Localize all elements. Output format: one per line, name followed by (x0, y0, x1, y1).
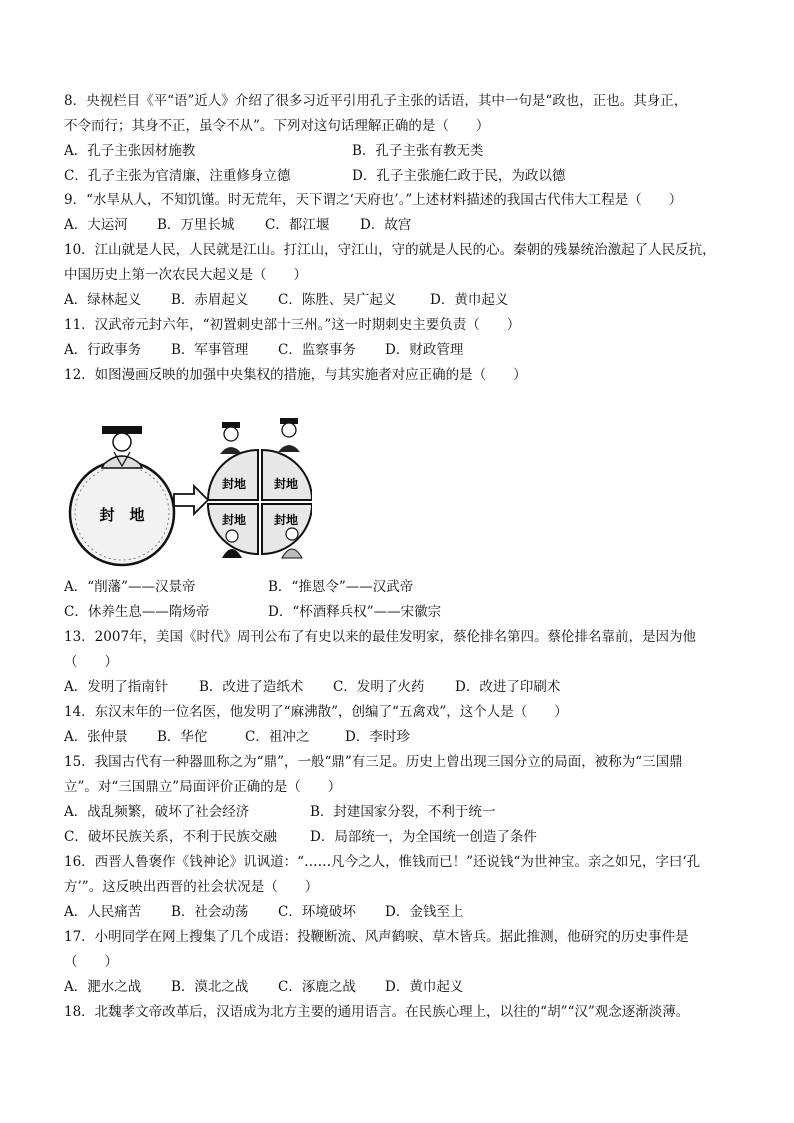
q17-option-c[interactable]: C．涿鹿之战 (278, 979, 356, 995)
q14-option-b[interactable]: B．华佗 (157, 729, 208, 745)
fief-label-br: 封地 (273, 513, 299, 527)
q8-option-b[interactable]: B．孔子主张有教无类 (352, 143, 484, 159)
q16-stem-line2: 方’”。这反映出西晋的社会状况是（ ） (64, 879, 319, 895)
q16-option-b[interactable]: B．社会动荡 (171, 904, 249, 920)
q14-option-c[interactable]: C．祖冲之 (245, 729, 310, 745)
q9-option-c[interactable]: C．都江堰 (265, 217, 330, 233)
q16-option-a[interactable]: A．人民痛苦 (64, 904, 142, 920)
q15-option-c[interactable]: C．破坏民族关系，不利于民族交融 (64, 829, 277, 845)
q17-stem-line1: 17．小明同学在网上搜集了几个成语：投鞭断流、风声鹤唳、草木皆兵。据此推测，他研究的历史事件是 (64, 929, 689, 945)
q9-stem-line1: 9．“水旱从人，不知饥馑。时无荒年，天下谓之‘天府也’。”上述材料描述的我国古代伟大工程是（ ） (64, 192, 683, 208)
q16-option-c[interactable]: C．环境破坏 (278, 904, 356, 920)
q15-option-a[interactable]: A．战乱频繁，破坏了社会经济 (64, 804, 250, 820)
q8-option-c[interactable]: C．孔子主张为官清廉，注重修身立德 (64, 168, 291, 184)
fief-label-tr: 封地 (273, 477, 299, 491)
q9-option-a[interactable]: A．大运河 (64, 217, 128, 233)
q9-option-b[interactable]: B．万里长城 (157, 217, 235, 233)
q14-option-a[interactable]: A．张仲景 (64, 729, 128, 745)
q10-stem-line1: 10．江山就是人民，人民就是江山。打江山，守江山，守的就是人民的心。秦朝的残暴统治激起了人民反抗， (64, 242, 716, 258)
q13-option-a[interactable]: A．发明了指南针 (64, 679, 169, 695)
q13-stem-line1: 13．2007年，美国《时代》周刊公布了有史以来的最佳发明家，蔡伦排名第四。蔡伦排名靠前，是因为他 (64, 629, 697, 645)
q15-stem-line2: 立”。对“三国鼎立”局面评价正确的是（ ） (64, 779, 342, 795)
q11-option-d[interactable]: D．财政管理 (385, 342, 464, 358)
q17-option-b[interactable]: B．漠北之战 (171, 979, 249, 995)
q11-stem-line1: 11．汉武帝元封六年，“初置刺史部十三州。”这一时期刺史主要负责（ ） (64, 317, 521, 333)
q17-option-d[interactable]: D．黄巾起义 (385, 979, 464, 995)
q13-option-d[interactable]: D．改进了印刷术 (455, 679, 561, 695)
q10-option-a[interactable]: A．绿林起义 (64, 292, 142, 308)
q15-option-d[interactable]: D．局部统一，为全国统一创造了条件 (310, 829, 537, 845)
q11-option-b[interactable]: B．军事管理 (171, 342, 249, 358)
q8-option-d[interactable]: D．孔子主张施仁政于民，为政以德 (352, 168, 566, 184)
q14-stem-line1: 14．东汉末年的一位名医，他发明了“麻沸散”，创编了“五禽戏”，这个人是（ ） (64, 704, 568, 720)
q13-stem-line2: （ ） (64, 654, 118, 670)
cartoon-svg (62, 408, 312, 568)
q10-option-b[interactable]: B．赤眉起义 (171, 292, 249, 308)
q12-option-b[interactable]: B．“推恩令”——汉武帝 (268, 579, 414, 595)
q17-option-a[interactable]: A．淝水之战 (64, 979, 142, 995)
q18-stem-line1: 18．北魏孝文帝改革后，汉语成为北方主要的通用语言。在民族心理上，以往的“胡”“汉”观念逐渐淡薄。 (64, 1004, 690, 1020)
q11-option-c[interactable]: C．监察事务 (278, 342, 356, 358)
q8-option-a[interactable]: A．孔子主张因材施教 (64, 143, 196, 159)
q12-option-c[interactable]: C．休养生息——隋炀帝 (64, 604, 210, 620)
arrow-right-icon (174, 486, 208, 514)
q15-stem-line1: 15．我国古代有一种器皿称之为“鼎”，一般“鼎”有三足。历史上曾出现三国分立的局面，被称为“三国鼎 (64, 754, 683, 770)
q12-option-a[interactable]: A．“削藩”——汉景帝 (64, 579, 196, 595)
fief-label-tl: 封地 (221, 477, 247, 491)
q14-option-d[interactable]: D．李时珍 (345, 729, 410, 745)
q12-option-d[interactable]: D．“杯酒释兵权”——宋徽宗 (268, 604, 442, 620)
q17-stem-line2: （ ） (64, 954, 118, 970)
q16-stem-line1: 16．西晋人鲁褒作《钱神论》讥讽道：“……凡今之人，惟钱而已！”还说钱“为世神宝。亲之如兄，字曰‘孔 (64, 854, 701, 870)
q8-stem-line2: 不令而行；其身不正，虽令不从”。下列对这句话理解正确的是（ ） (64, 118, 490, 134)
fief-division-cartoon (62, 408, 312, 568)
q8-stem-line1: 8．央视栏目《平“语”近人》介绍了很多习近平引用孔子主张的话语，其中一句是“政也，正也。其身正， (64, 93, 688, 109)
q9-option-d[interactable]: D．故宫 (360, 217, 412, 233)
q13-option-b[interactable]: B．改进了造纸术 (199, 679, 304, 695)
ruler-figure (102, 426, 142, 468)
q12-stem-line1: 12．如图漫画反映的加强中央集权的措施，与其实施者对应正确的是（ ） (64, 367, 527, 383)
q16-option-d[interactable]: D．金钱至上 (385, 904, 464, 920)
q10-stem-line2: 中国历史上第一次农民大起义是（ ） (64, 267, 307, 283)
q11-option-a[interactable]: A．行政事务 (64, 342, 142, 358)
q13-option-c[interactable]: C．发明了火药 (333, 679, 425, 695)
q15-option-b[interactable]: B．封建国家分裂，不利于统一 (310, 804, 496, 820)
large-fief-label: 封 地 (99, 506, 145, 524)
q10-option-d[interactable]: D．黄巾起义 (430, 292, 509, 308)
q10-option-c[interactable]: C．陈胜、吴广起义 (278, 292, 397, 308)
fief-label-bl: 封地 (221, 513, 247, 527)
